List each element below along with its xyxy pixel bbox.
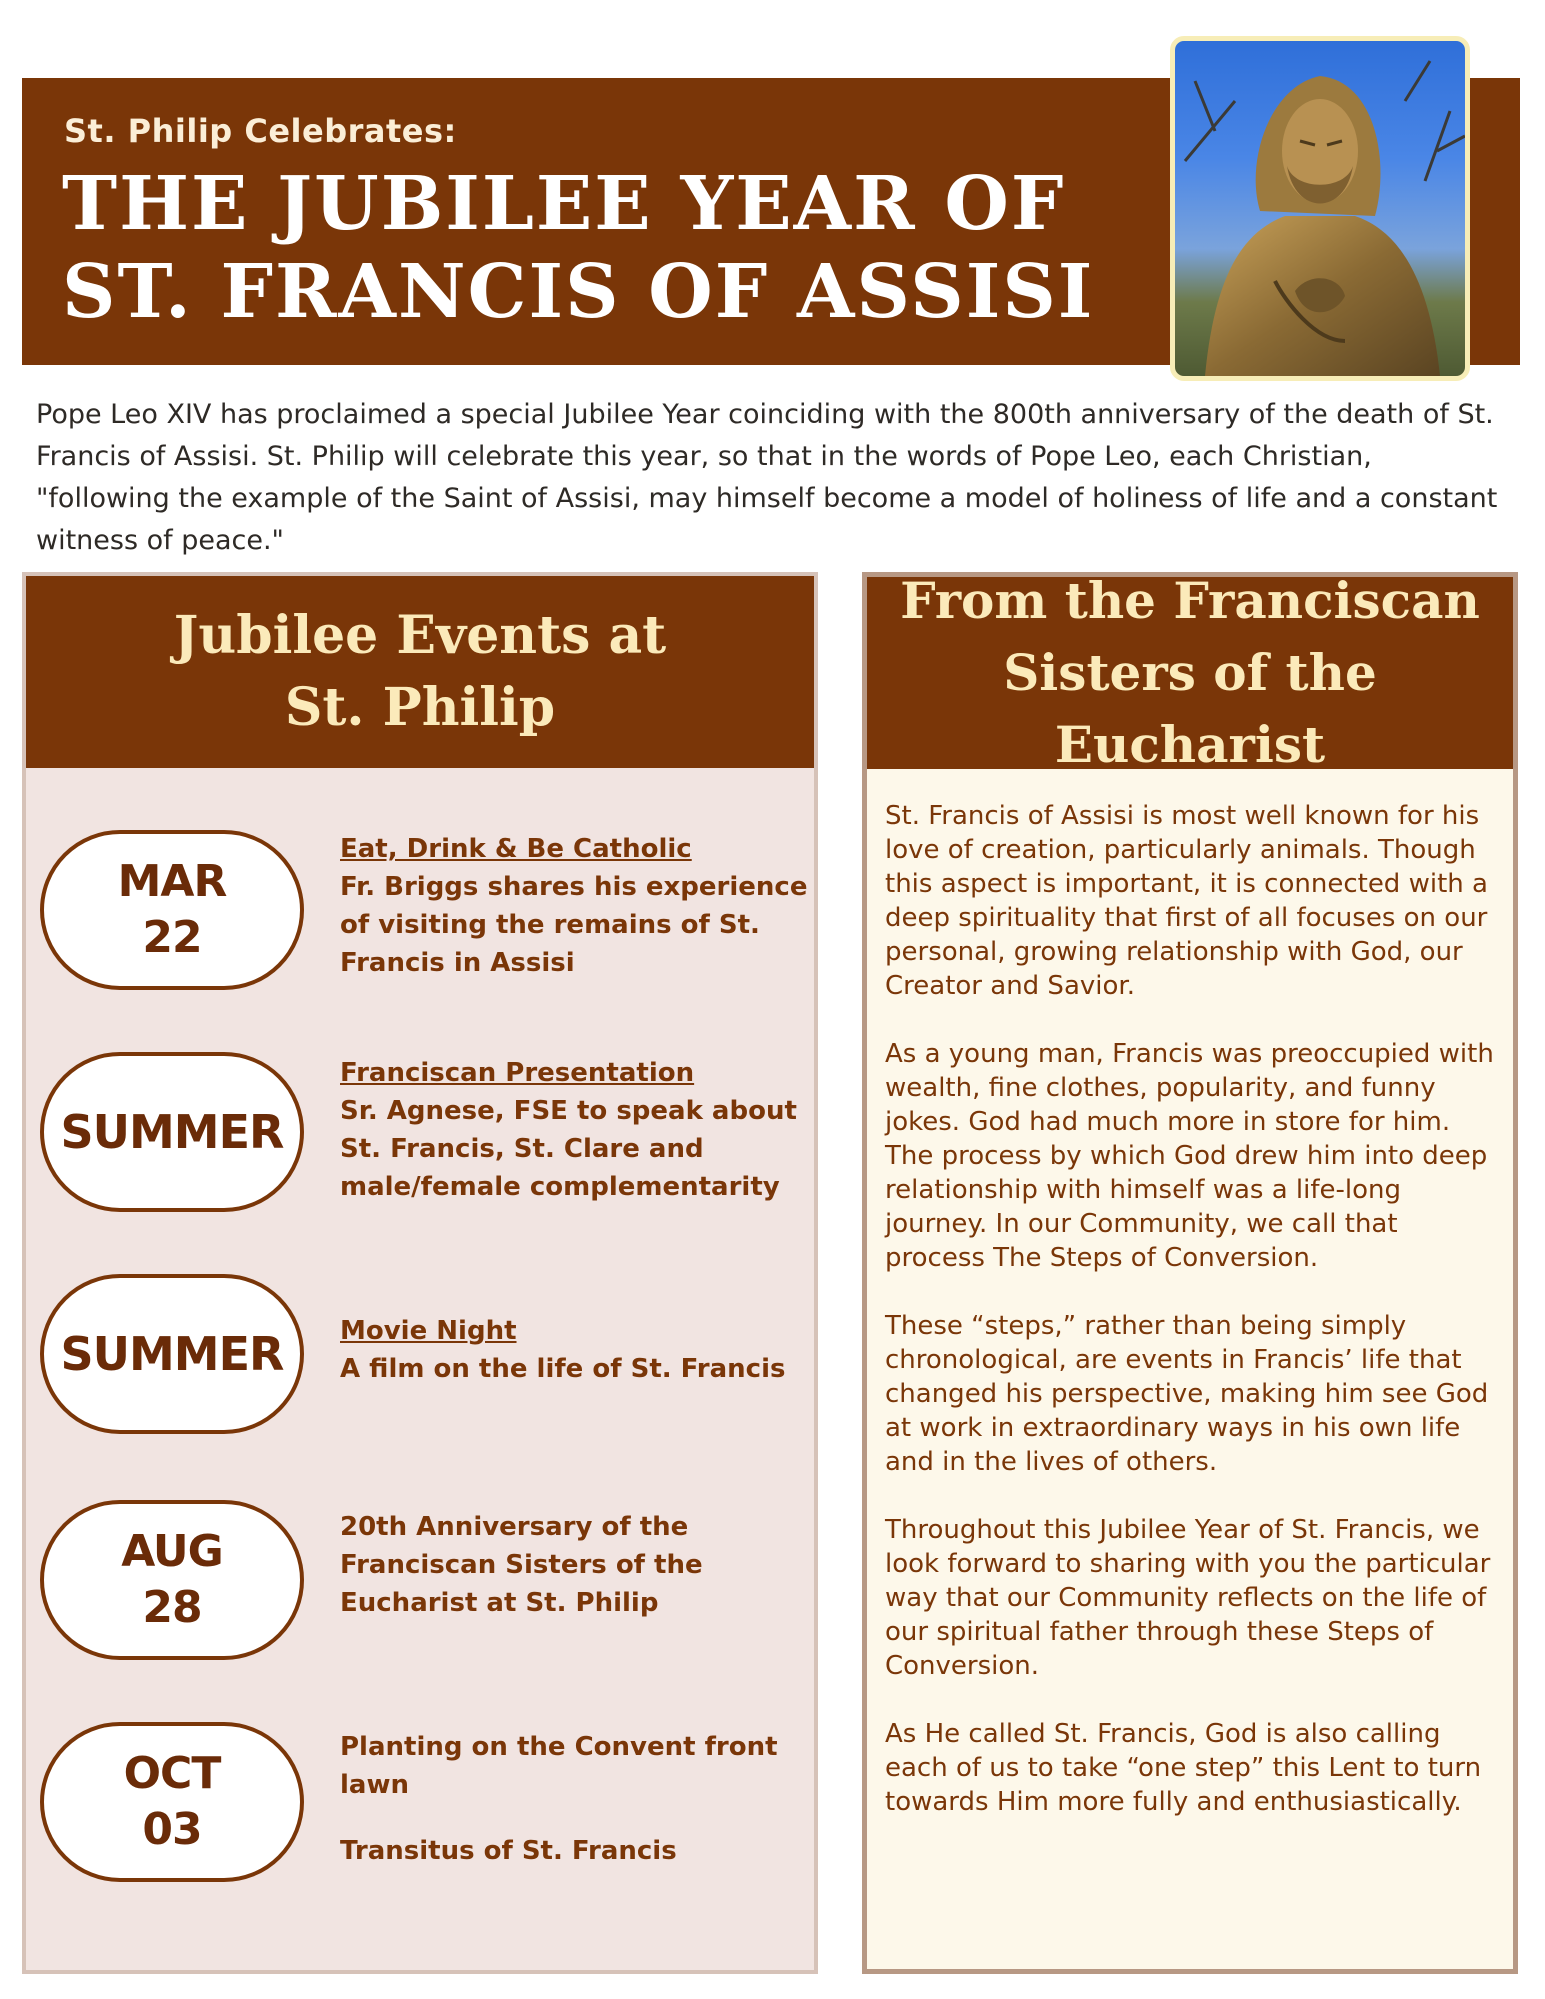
event-date-season: SUMMER — [60, 1327, 284, 1381]
events-heading-line-2: St. Philip — [284, 677, 556, 738]
event-date-season: SUMMER — [60, 1105, 284, 1159]
header-kicker: St. Philip Celebrates: — [64, 112, 457, 150]
event-date-month: MAR — [117, 856, 227, 907]
statue-illustration — [1175, 41, 1465, 376]
sisters-heading-line-1: From the Franciscan — [900, 571, 1480, 630]
event-description-secondary: Transitus of St. Francis — [340, 1836, 677, 1866]
event-description: A film on the life of St. Francis — [340, 1354, 786, 1384]
event-date-pill — [40, 830, 304, 990]
sisters-panel-heading — [867, 565, 1513, 781]
event-date-pill — [40, 1274, 304, 1434]
event-date-month: OCT — [123, 1748, 221, 1799]
event-title: Franciscan Presentation — [340, 1058, 695, 1088]
event-date-day: 03 — [142, 1804, 202, 1855]
sisters-heading-line-2: Sisters of the Eucharist — [1003, 643, 1377, 774]
events-heading-line-1: Jubilee Events at — [173, 605, 667, 666]
event-date-day: 22 — [142, 912, 202, 963]
event-item — [340, 1508, 810, 1622]
event-item — [340, 1728, 810, 1870]
events-panel-header — [26, 576, 814, 768]
title-line-1: THE JUBILEE YEAR OF — [62, 161, 1066, 247]
sisters-panel — [862, 572, 1518, 1974]
event-item — [340, 830, 810, 982]
event-date-pill — [40, 1722, 304, 1882]
event-item — [340, 1054, 810, 1206]
event-description: 20th Anniversary of the Franciscan Sisters of the Eucharist at St. Philip — [340, 1512, 703, 1618]
event-title: Movie Night — [340, 1316, 517, 1346]
sisters-paragraph: Throughout this Jubilee Year of St. Francis, we look forward to sharing with you the particular way that our Community reflects on the life of our spiritual father through these Steps of Conversion. — [885, 1515, 1491, 1681]
sisters-paragraph: As a young man, Francis was preoccupied with wealth, fine clothes, popularity, and funny jokes. God had much more in store for him. The process by which God drew him into deep relationship with himself was a life-long journey. In our Community, we call that process The Steps of Conversion. — [885, 1039, 1494, 1273]
event-title: Eat, Drink & Be Catholic — [340, 834, 692, 864]
event-date-month: AUG — [121, 1526, 223, 1577]
sisters-panel-body — [885, 799, 1503, 1853]
sisters-paragraph: These “steps,” rather than being simply chronological, are events in Francis’ life that changed his perspective, making him see God at work in extraordinary ways in his own life and in the lives of others. — [885, 1311, 1489, 1477]
sisters-paragraph: As He called St. Francis, God is also calling each of us to take “one step” this Lent to turn towards Him more fully and enthusiastically. — [885, 1719, 1482, 1817]
event-date-pill — [40, 1052, 304, 1212]
event-date-pill — [40, 1500, 304, 1660]
title-line-2: ST. FRANCIS OF ASSISI — [62, 249, 1095, 335]
event-item — [340, 1312, 810, 1388]
event-description: Planting on the Convent front lawn — [340, 1732, 778, 1800]
events-panel — [22, 572, 818, 1974]
sisters-panel-header — [867, 571, 1513, 774]
events-panel-heading — [174, 600, 666, 744]
event-description: Sr. Agnese, FSE to speak about St. Francis, St. Clare and male/female complementarity — [340, 1096, 797, 1202]
sisters-paragraph: St. Francis of Assisi is most well known for his love of creation, particularly animals. Though this aspect is important, it is connected with a deep spirituality that first of all focuses on our personal, growing relationship with God, our Creator and Savior. — [885, 801, 1488, 1001]
st-francis-statue-photo — [1170, 36, 1470, 381]
page-title — [62, 160, 1142, 336]
event-date-day: 28 — [142, 1582, 202, 1633]
intro-paragraph: Pope Leo XIV has proclaimed a special Jubilee Year coinciding with the 800th anniversary of the death of St. Francis of Assisi. St. Philip will celebrate this year, so that in the words of Pope Leo, each Christian, "following the example of the Saint of Assisi, may himself become a model of holiness of life and a constant witness of peace." — [36, 399, 1498, 556]
event-description: Fr. Briggs shares his experience of visiting the remains of St. Francis in Assisi — [340, 872, 808, 978]
